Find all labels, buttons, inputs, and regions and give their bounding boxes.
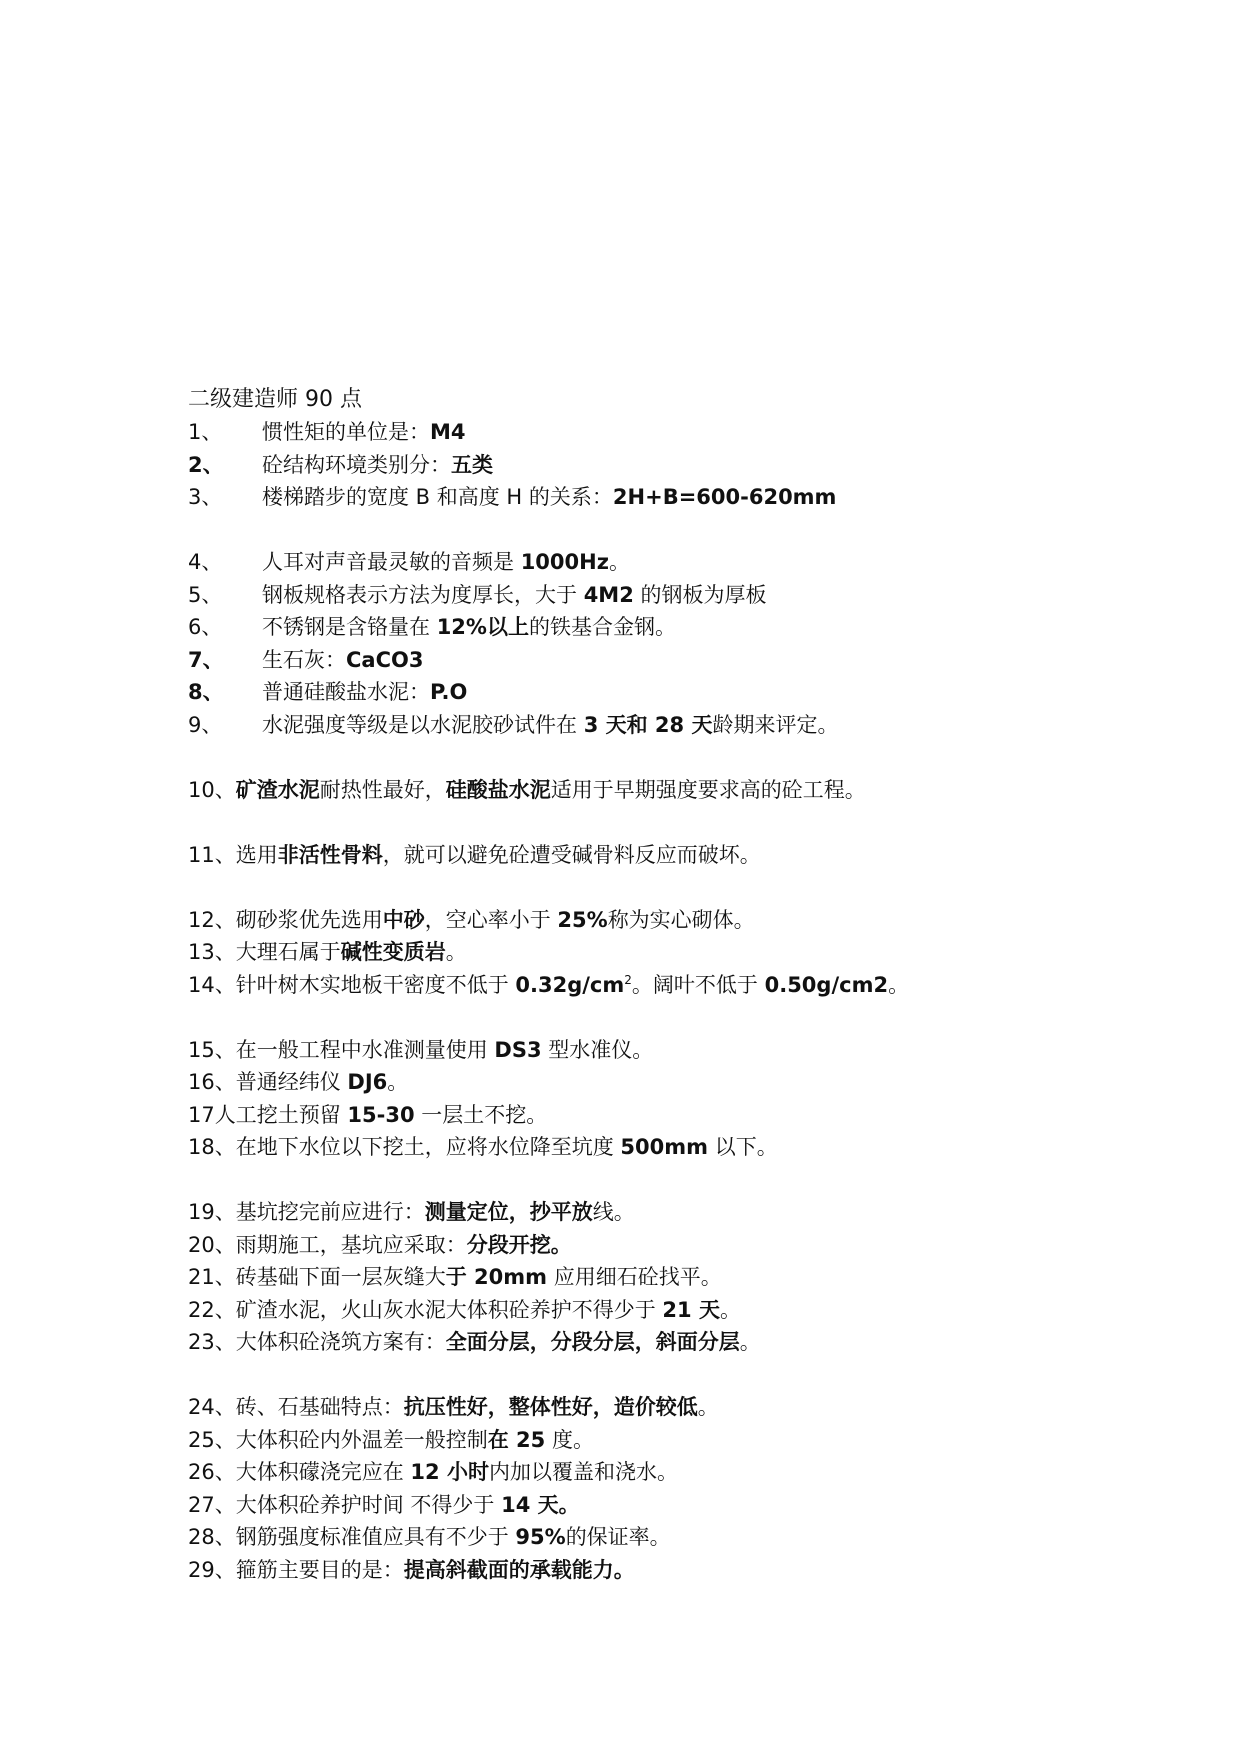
bold-text: 0.32g/cm (515, 972, 625, 997)
item-number: 25、 (188, 1427, 236, 1452)
item-text: 矿渣水泥，火山灰水泥大体积砼养护不得少于 (235, 1297, 663, 1322)
blank-line (188, 1164, 1188, 1197)
superscript-text: 2 (624, 972, 632, 987)
list-item (188, 1521, 1188, 1554)
bold-text: 硅酸盐水泥 (445, 777, 551, 802)
list-item (188, 481, 1188, 514)
list-item (188, 1424, 1188, 1457)
item-text: 钢筋强度标准值应具有不少于 (235, 1525, 516, 1549)
bold-text: 14 天。 (501, 1492, 580, 1517)
item-text: 砖、石基础特点： (235, 1395, 404, 1419)
item-text: 砌砂浆优先选用 (235, 907, 383, 932)
bold-text: 在 25 (487, 1427, 546, 1452)
bold-text: DS3 (494, 1037, 542, 1062)
item-text: 楼梯踏步的宽度 B 和高度 H 的关系： (262, 485, 613, 509)
bold-text: P.O (430, 680, 468, 704)
item-text: 应用细石砼找平。 (547, 1265, 722, 1289)
list-item (188, 1391, 1188, 1424)
item-text: 。 (719, 1297, 741, 1322)
item-number: 29、 (188, 1557, 236, 1582)
item-text: 雨期施工，基坑应采取： (235, 1232, 467, 1257)
list-item (188, 1131, 1188, 1164)
list-item (188, 969, 1188, 1002)
item-text: 大体积砼浇筑方案有： (235, 1330, 446, 1354)
list-item (188, 936, 1188, 969)
item-text: 一层土不挖。 (414, 1102, 548, 1127)
item-text: 大体积砼内外温差一般控制 (235, 1427, 488, 1452)
bold-text: 95% (515, 1525, 566, 1549)
item-text: 人工挖土预留 (214, 1102, 348, 1127)
item-number: 15、 (188, 1037, 236, 1062)
list-item (188, 449, 1188, 482)
bold-text: M4 (430, 420, 466, 444)
blank-line (188, 1001, 1188, 1034)
bold-text: 1000Hz (520, 550, 609, 574)
list-item (188, 1099, 1188, 1132)
item-text: 砼结构环境类别分： (262, 452, 451, 477)
item-text: 大理石属于 (235, 940, 341, 964)
item-text: 。 (697, 1395, 719, 1419)
list-item (188, 1196, 1188, 1229)
document-title: 二级建造师 90 点 (188, 387, 362, 412)
item-text: 。 (739, 1330, 761, 1354)
list-item (188, 774, 1188, 807)
blank-line (188, 871, 1188, 904)
bold-text: 25% (557, 907, 608, 932)
item-number: 3、 (188, 485, 223, 509)
bold-text: CaCO3 (346, 647, 424, 672)
item-number: 12、 (188, 907, 236, 932)
item-text: 普通硅酸盐水泥： (262, 680, 430, 704)
item-number: 9、 (188, 712, 223, 737)
bold-text: 碱性变质岩 (340, 940, 446, 964)
item-text: 人耳对声音最灵敏的音频是 (262, 550, 521, 574)
bold-text: 0.50g/cm2 (764, 972, 889, 997)
item-text: 内加以覆盖和浇水。 (488, 1460, 678, 1484)
bold-text: 21 天 (662, 1297, 720, 1322)
bold-text: 12 小时 (410, 1460, 489, 1484)
list-item (188, 1456, 1188, 1489)
bold-text: 4M2 (583, 582, 634, 607)
item-number: 8、 (188, 680, 224, 704)
list-item (188, 1229, 1188, 1262)
item-text: 生石灰： (262, 647, 346, 672)
bold-text: 中砂 (382, 907, 425, 932)
item-text: 不锈钢是含铬量在 (262, 615, 437, 639)
item-text: 耐热性最好， (319, 777, 446, 802)
item-number: 10、 (188, 777, 236, 802)
item-number: 19、 (188, 1200, 236, 1224)
list-item (188, 644, 1188, 677)
item-text: 在地下水位以下挖土，应将水位降至坑度 (235, 1135, 621, 1159)
list-item (188, 1294, 1188, 1327)
item-text: 的铁基合金钢。 (528, 615, 676, 639)
bold-text: 测量定位，抄平放 (424, 1200, 593, 1224)
item-text: 称为实心砌体。 (607, 907, 755, 932)
item-text: 箍筋主要目的是： (235, 1557, 404, 1582)
list-item (188, 839, 1188, 872)
item-text: 度。 (545, 1427, 594, 1452)
item-text: 惯性矩的单位是： (262, 420, 430, 444)
bold-text: 2H+B=600-620mm (612, 485, 837, 509)
point-list (188, 416, 1188, 1586)
bold-text: 500mm (620, 1135, 709, 1159)
item-number: 7、 (188, 647, 224, 672)
list-item (188, 1489, 1188, 1522)
item-text: 。阔叶不低于 (631, 972, 765, 997)
item-number: 24、 (188, 1395, 236, 1419)
list-item (188, 1034, 1188, 1067)
bold-text: 五类 (451, 452, 493, 477)
list-item (188, 1066, 1188, 1099)
item-number: 6、 (188, 615, 223, 639)
bold-text: 矿渣水泥 (235, 777, 320, 802)
item-text: 大体积砼养护时间 不得少于 (235, 1492, 502, 1517)
item-text: 大体积礞浇完应在 (235, 1460, 411, 1484)
item-text: 在一般工程中水准测量使用 (235, 1037, 495, 1062)
item-text: 钢板规格表示方法为度厚长，大于 (262, 582, 584, 607)
item-text: ，就可以避免砼遭受碱骨料反应而破坏。 (382, 842, 761, 867)
list-item (188, 709, 1188, 742)
item-text: 型水准仪。 (541, 1037, 654, 1062)
bold-text: 3 天和 28 天 (583, 712, 713, 737)
bold-text: 15-30 (347, 1102, 415, 1127)
item-number: 2、 (188, 452, 224, 477)
list-item (188, 579, 1188, 612)
item-number: 4、 (188, 550, 223, 574)
list-item (188, 611, 1188, 644)
item-text: 普通经纬仪 (235, 1070, 348, 1094)
list-item (188, 904, 1188, 937)
item-text: 的保证率。 (565, 1525, 671, 1549)
item-number: 11、 (188, 842, 236, 867)
bold-text: 分段开挖。 (466, 1232, 572, 1257)
bold-text: 非活性骨料 (277, 842, 383, 867)
item-text: 选用 (235, 842, 278, 867)
document-content (188, 384, 1188, 1586)
blank-line (188, 741, 1188, 774)
list-item (188, 546, 1188, 579)
item-number: 17 (188, 1102, 215, 1127)
item-number: 26、 (188, 1460, 236, 1484)
bold-text: 于 20mm (445, 1265, 548, 1289)
item-text: 的钢板为厚板 (633, 582, 767, 607)
item-number: 18、 (188, 1135, 236, 1159)
list-item (188, 676, 1188, 709)
bold-text: 抗压性好，整体性好，造价较低 (403, 1395, 698, 1419)
item-number: 23、 (188, 1330, 236, 1354)
item-text: 砖基础下面一层灰缝大 (235, 1265, 446, 1289)
bold-text: 全面分层，分段分层，斜面分层 (445, 1330, 740, 1354)
item-number: 22、 (188, 1297, 236, 1322)
item-text: 。 (608, 550, 630, 574)
blank-line (188, 514, 1188, 547)
item-number: 28、 (188, 1525, 236, 1549)
bold-text: DJ6 (347, 1070, 388, 1094)
bold-text: 提高斜截面的承载能力。 (403, 1557, 635, 1582)
bold-text: 12%以上 (436, 615, 529, 639)
item-number: 20、 (188, 1232, 236, 1257)
item-text: 。 (445, 940, 467, 964)
item-number: 5、 (188, 582, 223, 607)
item-number: 21、 (188, 1265, 236, 1289)
list-item (188, 1554, 1188, 1587)
item-text: 。 (888, 972, 910, 997)
list-item (188, 1261, 1188, 1294)
list-item (188, 416, 1188, 449)
item-text: 水泥强度等级是以水泥胶砂试件在 (262, 712, 584, 737)
item-number: 13、 (188, 940, 236, 964)
item-number: 16、 (188, 1070, 236, 1094)
item-text: 以下。 (708, 1135, 778, 1159)
item-text: 针叶树木实地板干密度不低于 (235, 972, 516, 997)
item-text: 线。 (592, 1200, 635, 1224)
item-text: 基坑挖完前应进行： (235, 1200, 425, 1224)
blank-line (188, 1359, 1188, 1392)
item-number: 14、 (188, 972, 236, 997)
item-text: ，空心率小于 (424, 907, 558, 932)
item-text: 龄期来评定。 (712, 712, 839, 737)
item-text: 适用于早期强度要求高的砼工程。 (550, 777, 866, 802)
item-number: 27、 (188, 1492, 236, 1517)
item-text: 。 (387, 1070, 409, 1094)
blank-line (188, 806, 1188, 839)
item-number: 1、 (188, 420, 223, 444)
list-item (188, 1326, 1188, 1359)
